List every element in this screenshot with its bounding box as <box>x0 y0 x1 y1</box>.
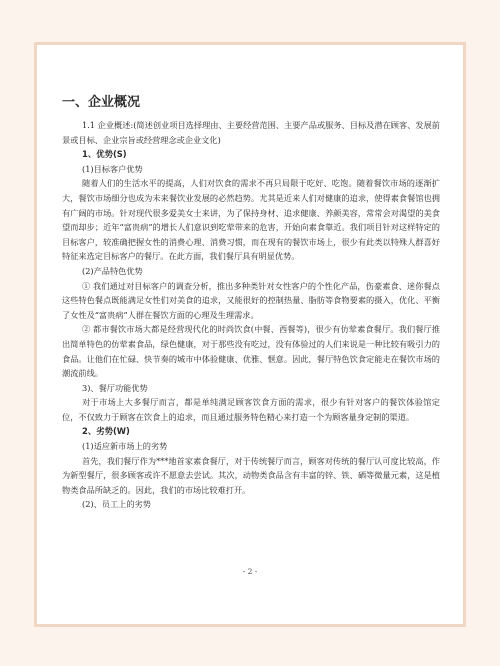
weakness-heading: 2、劣势(W) <box>82 426 130 437</box>
subheading-product-features: (2)产品特色优势 <box>82 265 143 276</box>
product-features-paragraph-2: ② 都市餐饮市场大都是经营现代化的时尚饮食(中餐、西餐等)，很少有仿荤素食餐厅。我们餐厅推出简单特色的仿荤素食品，绿色健康，对于那些没有吃过，没有体验过的人们来说是一种比较有吸引力的食品。让他们在忙碌、快节奏的城市中体验健康、优雅、惬意。因此，餐厅特色饮食定能走在餐饮市场的潮流前线。 <box>62 324 440 379</box>
document-body <box>62 74 440 512</box>
restaurant-function-paragraph: 对于市场上大多餐厅而言，都是单纯满足顾客饮食方面的需求，很少有针对客户的餐饮体验馆定位，不仅致力于顾客在饮食上的追求，而且通过服务特色精心来打造一个为顾客量身定制的渠道。 <box>62 397 440 422</box>
target-customers-paragraph: 随着人们的生活水平的提高，人们对饮食的需求不再只局限于吃好、吃饱。随着餐饮市场的逐渐扩大，餐饮市场细分也成为未来餐饮业发展的必然趋势。尤其是近来人们对健康的追求，使得素食餐馆也拥有广阔的市场。针对现代很多爱美女士来讲，为了保持身材、追求健康、养颜美容，常常会对渴望的美食望而却步；近年“富贵病”的增长人们意识到吃荤带来的危害，开始向素食靠近。我们项目针对这样特定的目标客户，较准确把握女性的消费心理、消费习惯，而在现有的餐饮市场上，很少有此类以特殊人群喜好特征来选定目标客户的餐厅。在此方面，我们餐厅具有明显优势。 <box>62 178 440 262</box>
subheading-target-customers: (1)目标客户优势 <box>82 163 143 174</box>
subheading-staff: (2)、员工上的劣势 <box>82 499 151 510</box>
strength-heading: 1、优势(S) <box>82 149 127 160</box>
overview-paragraph: 1.1 企业概述:(简述创业项目选择理由、主要经营范围、主要产品或服务、目标及潜在顾客、发展前景或目标、企业宗旨或经营理念或企业文化) <box>62 120 440 145</box>
product-features-paragraph-1: ① 我们通过对目标客户的调查分析，推出多种类针对女性客户的个性化产品，伤豪素食、迷你餐点这些特色餐点既能满足女性们对美食的追求，又能很好的控制热量、脂肪等食物要素的摄入，优化、平衡了女性及“富贵病”人群在餐饮方面的心理及生理需求。 <box>62 280 440 320</box>
new-market-paragraph: 首先，我们餐厅作为***地首家素食餐厅，对于传统餐厅而言，顾客对传统的餐厅认可度比较高，作为新型餐厅，很多顾客或许不愿意去尝试。其次，动物类食品含有丰富的锌、铁、硒等微量元素，这是植物类食品所缺乏的。因此，我们的市场比较难打开。 <box>62 455 440 495</box>
subheading-restaurant-function: 3)、餐厅功能优势 <box>82 382 148 393</box>
page-number: - 2 - <box>242 567 258 576</box>
section-heading: 一、企业概况 <box>62 95 141 110</box>
subheading-new-market: (1)适应新市场上的劣势 <box>82 441 168 452</box>
